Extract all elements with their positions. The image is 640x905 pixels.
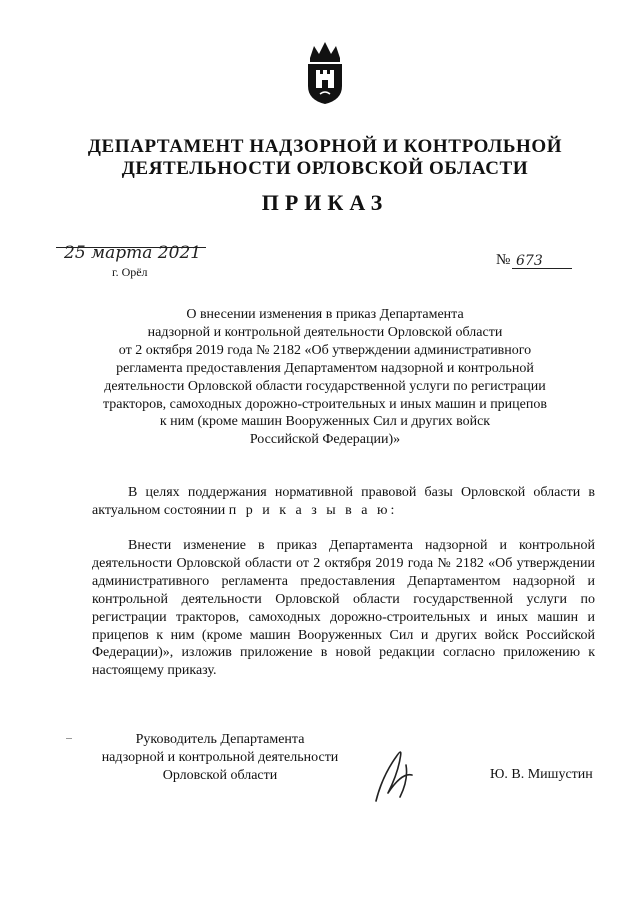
signatory-position [70, 731, 370, 785]
handwritten-date-text: 25 марта 2021 [64, 243, 202, 263]
paragraph-order: Внести изменение в приказ Департамента надзорной и контрольной деятельности Орловской области от 2 октября 2019 года № 2182 «Об утверждении административного регламента предоставления Департаментом надзорной и контрольной деятельности Орловской области государственной услуги по регистрации тракторов, самоходных дорожно-строительных и иных машин и прицепов к ним (кроме машин Вооруженных Сил и других войск Российской Федерации)», изложив приложение в новой редакции согласно приложению к настоящему приказу. [92, 538, 595, 679]
city-name: г. Орёл [112, 265, 148, 279]
title-line: регламента предоставления Департаментом надзорной и контрольной [116, 360, 534, 376]
order-word: п р и к а з ы в а ю: [228, 502, 398, 518]
document-type: ПРИКАЗ [261, 190, 389, 215]
preamble-text: В целях поддержания нормативной правовой базы Орловской области в актуальном состоянии [92, 485, 595, 518]
handwritten-number [512, 248, 572, 270]
header-line-2: ДЕЯТЕЛЬНОСТИ ОРЛОВСКОЙ ОБЛАСТИ [121, 158, 529, 179]
paragraph-preamble [92, 484, 595, 520]
title-line: тракторов, самоходных дорожно-строительных и иных машин и прицепов [103, 396, 547, 412]
title-line: от 2 октября 2019 года № 2182 «Об утверждении административного [118, 342, 532, 358]
handwritten-date [60, 240, 210, 268]
title-line: деятельности Орловской области государственной услуги по регистрации [104, 378, 546, 394]
number-label: № [496, 252, 511, 268]
position-line-2: надзорной и контрольной деятельности [101, 750, 339, 765]
department-header [60, 136, 590, 180]
signatory-name: Ю. В. Мишустин [490, 767, 593, 782]
order-title [92, 306, 558, 449]
title-line: надзорной и контрольной деятельности Орловской области [147, 324, 503, 340]
handwritten-signature [366, 745, 426, 805]
position-line-1: Руководитель Департамента [135, 732, 305, 747]
title-line: О внесении изменения в приказ Департамента [186, 307, 464, 322]
title-line: Российской Федерации)» [249, 432, 401, 448]
header-line-1: ДЕПАРТАМЕНТ НАДЗОРНОЙ И КОНТРОЛЬНОЙ [87, 136, 563, 157]
position-line-3: Орловской области [162, 768, 278, 783]
orel-oblast-coat-of-arms-icon [302, 40, 348, 106]
handwritten-number-text: 673 [516, 253, 543, 269]
title-line: к ним (кроме машин Вооруженных Сил и других войск [159, 414, 491, 430]
